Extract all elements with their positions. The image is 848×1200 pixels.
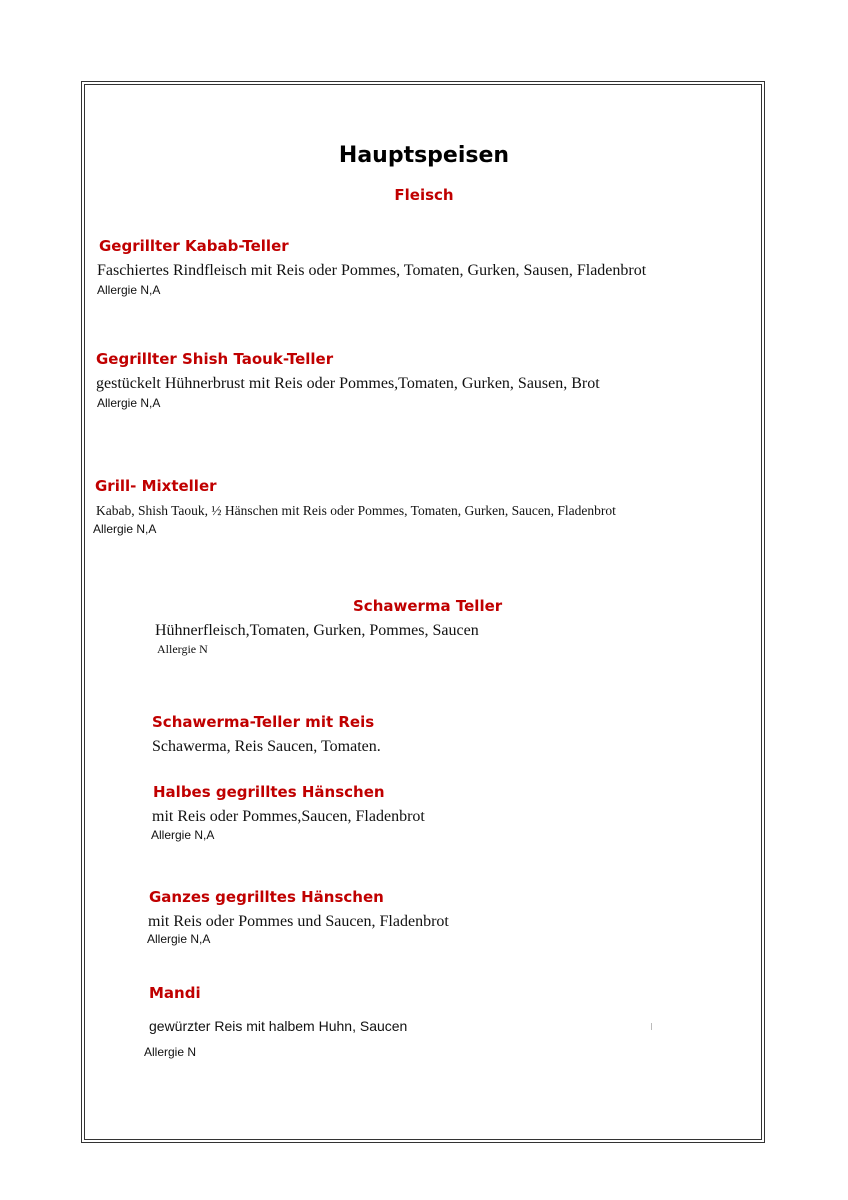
dish-description: mit Reis oder Pommes,Saucen, Fladenbrot (152, 808, 425, 825)
dish-name: Gegrillter Shish Taouk-Teller (96, 350, 334, 368)
dish-description: Schawerma, Reis Saucen, Tomaten. (152, 738, 381, 755)
dish-allergy: Allergie N (144, 1045, 197, 1059)
dish-description: gestückelt Hühnerbrust mit Reis oder Pommes,Tomaten, Gurken, Sausen, Brot (96, 375, 600, 392)
dish-allergy: Allergie N,A (93, 522, 157, 536)
dish-name: Schawerma Teller (353, 597, 503, 615)
dish-description: Hühnerfleisch,Tomaten, Gurken, Pommes, Saucen (155, 622, 479, 639)
dish-name: Ganzes gegrilltes Hänschen (149, 888, 384, 906)
dish-description: gewürzter Reis mit halbem Huhn, Saucen (149, 1018, 408, 1034)
dish-description: Kabab, Shish Taouk, ½ Hänschen mit Reis oder Pommes, Tomaten, Gurken, Saucen, Fladenbrot (96, 503, 616, 518)
page-title: Hauptspeisen (338, 143, 510, 168)
dish-name: Grill- Mixteller (95, 477, 217, 495)
dish-allergy: Allergie N,A (147, 932, 211, 946)
section-subtitle: Fleisch (394, 186, 454, 204)
stray-mark (651, 1023, 652, 1030)
dish-description: mit Reis oder Pommes und Saucen, Fladenbrot (148, 913, 449, 930)
dish-allergy: Allergie N,A (151, 828, 215, 842)
dish-allergy: Allergie N (157, 642, 208, 656)
dish-name: Halbes gegrilltes Hänschen (153, 783, 385, 801)
dish-description: Faschiertes Rindfleisch mit Reis oder Pommes, Tomaten, Gurken, Sausen, Fladenbrot (97, 262, 647, 279)
dish-name: Schawerma-Teller mit Reis (152, 713, 375, 731)
dish-allergy: Allergie N,A (97, 396, 161, 410)
dish-name: Mandi (149, 984, 201, 1002)
dish-name: Gegrillter Kabab-Teller (99, 237, 289, 255)
dish-allergy: Allergie N,A (97, 283, 161, 297)
